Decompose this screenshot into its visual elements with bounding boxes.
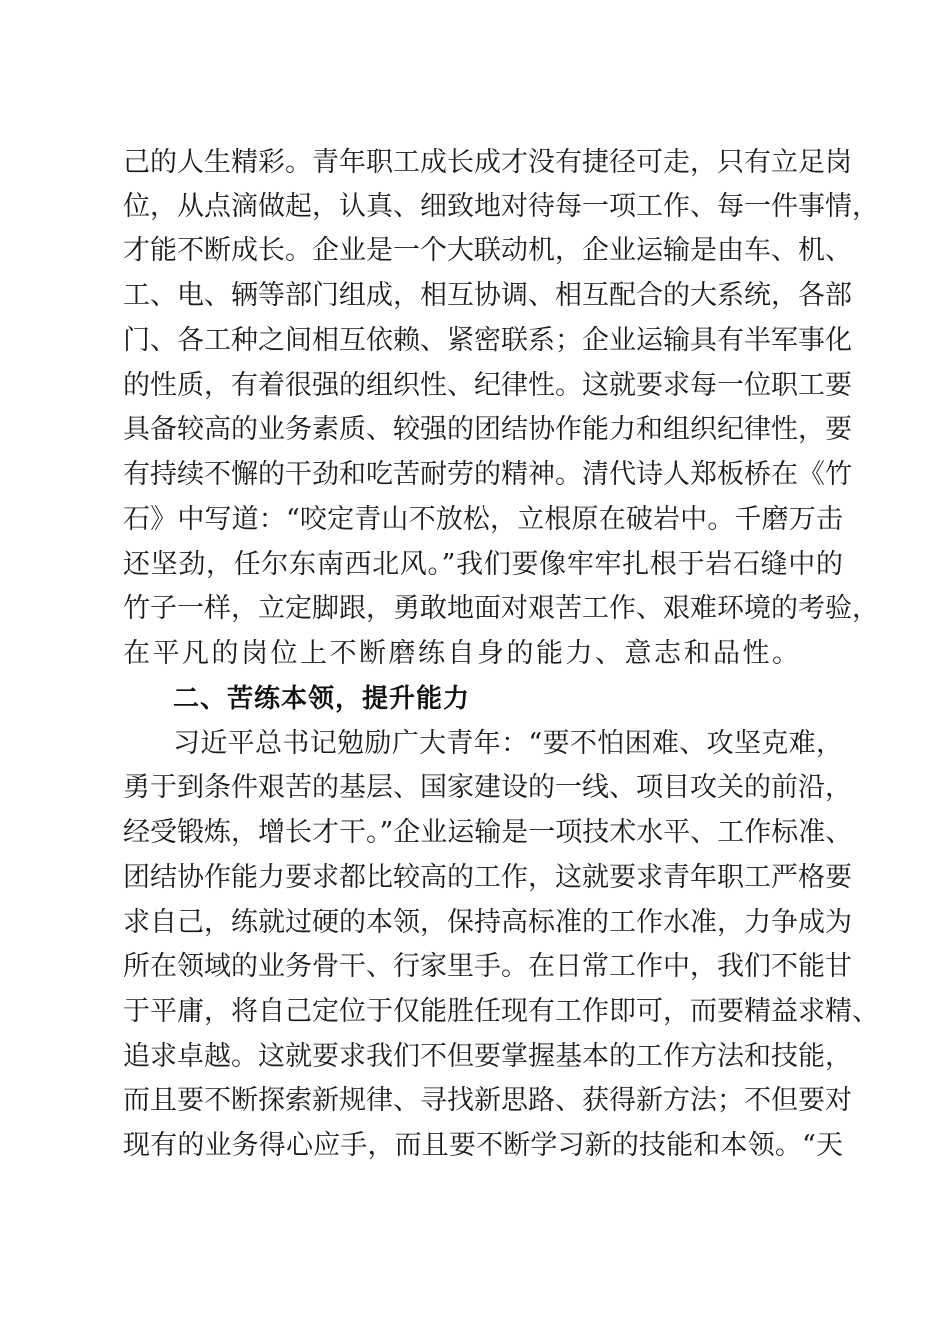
paragraph-line: 还坚劲，任尔东南西北风。”我们要像牢牢扎根于岩石缝中的 (123, 549, 843, 580)
paragraph-line: 竹子一样，立定脚跟，勇敢地面对艰苦工作、艰难环境的考验， (123, 593, 879, 624)
paragraph-line: 石》中写道：“咬定青山不放松，立根原在破岩中。千磨万击 (123, 504, 843, 535)
paragraph-line: 工、电、辆等部门组成，相互协调、相互配合的大系统，各部 (123, 280, 852, 311)
paragraph-line: 追求卓越。这就要求我们不但要掌握基本的工作方法和技能， (123, 1041, 852, 1072)
paragraph-line: 现有的业务得心应手，而且要不断学习新的技能和本领。“天 (123, 1130, 843, 1161)
paragraph-line: 经受锻炼，增长才干。”企业运输是一项技术水平、工作标准、 (123, 817, 853, 848)
paragraph-line: 位，从点滴做起，认真、细致地对待每一项工作、每一件事情， (123, 191, 879, 222)
paragraph-line: 于平庸，将自己定位于仅能胜任现有工作即可，而要精益求精、 (123, 996, 879, 1027)
paragraph-line: 门、各工种之间相互依赖、紧密联系；企业运输具有半军事化 (123, 325, 852, 356)
paragraph-line: 有持续不懈的干劲和吃苦耐劳的精神。清代诗人郑板桥在《竹 (123, 459, 852, 490)
section-heading: 二、苦练本领，提升能力 (173, 684, 471, 714)
paragraph-line: 在平凡的岗位上不断磨练自身的能力、意志和品性。 (123, 638, 802, 669)
paragraph-line: 团结协作能力要求都比较高的工作，这就要求青年职工严格要 (123, 862, 852, 893)
paragraph-line: 习近平总书记勉励广大青年：“要不怕困难、攻坚克难， (173, 728, 843, 759)
paragraph-line: 求自己，练就过硬的本领，保持高标准的工作水准，力争成为 (123, 907, 852, 938)
paragraph-line: 具备较高的业务素质、较强的团结协作能力和组织纪律性，要 (123, 414, 852, 445)
paragraph-line: 己的人生精彩。青年职工成长成才没有捷径可走，只有立足岗 (123, 147, 852, 178)
paragraph-line: 才能不断成长。企业是一个大联动机，企业运输是由车、机、 (123, 235, 852, 266)
paragraph-line: 的性质，有着很强的组织性、纪律性。这就要求每一位职工要 (123, 370, 852, 401)
paragraph-line: 所在领域的业务骨干、行家里手。在日常工作中，我们不能甘 (123, 951, 852, 982)
paragraph-line: 而且要不断探索新规律、寻找新思路、获得新方法；不但要对 (123, 1085, 852, 1116)
paragraph-line: 勇于到条件艰苦的基层、国家建设的一线、项目攻关的前沿， (123, 772, 852, 803)
